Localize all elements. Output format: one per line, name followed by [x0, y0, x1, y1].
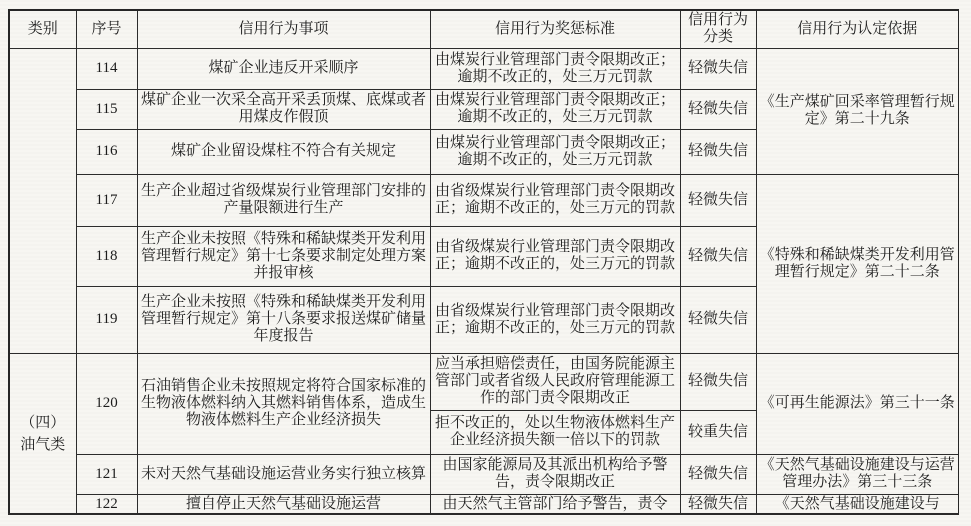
credit-behavior-table	[8, 9, 959, 515]
category-cell-coal-continuation	[9, 48, 76, 353]
cell-121-basis: 《天然气基础设施建设与运营管理办法》第三十三条	[756, 454, 959, 494]
header-serial: 序号	[76, 10, 137, 48]
cell-115-item: 煤矿企业一次采全高开采丢顶煤、底煤或者用煤皮作假顶	[137, 89, 430, 129]
cell-122-item: 擅自停止天然气基础设施运营	[137, 494, 430, 515]
cell-117-standard: 由省级煤炭行业管理部门责令限期改正；逾期不改正的，处三万元的罚款	[430, 174, 680, 226]
cell-122-serial: 122	[76, 494, 137, 515]
cell-basis-114-116: 《生产煤矿回采率管理暂行规定》第二十九条	[756, 48, 959, 174]
header-item: 信用行为事项	[137, 10, 430, 48]
cell-120-classification-b: 较重失信	[680, 410, 756, 454]
cell-117-item: 生产企业超过省级煤炭行业管理部门安排的产量限额进行生产	[137, 174, 430, 226]
cell-117-classification: 轻微失信	[680, 174, 756, 226]
cell-121-item: 未对天然气基础设施运营业务实行独立核算	[137, 454, 430, 494]
cell-115-classification: 轻微失信	[680, 89, 756, 129]
cell-118-standard: 由省级煤炭行业管理部门责令限期改正；逾期不改正的，处三万元的罚款	[430, 226, 680, 286]
cell-119-classification: 轻微失信	[680, 286, 756, 353]
cell-118-serial: 118	[76, 226, 137, 286]
cell-119-serial: 119	[76, 286, 137, 353]
cell-116-standard: 由煤炭行业管理部门责令限期改正；逾期不改正的，处三万元罚款	[430, 129, 680, 174]
header-classification: 信用行为分类	[680, 10, 756, 48]
cell-121-classification: 轻微失信	[680, 454, 756, 494]
cell-120-standard-b: 拒不改正的，处以生物液体燃料生产企业经济损失额一倍以下的罚款	[430, 410, 680, 454]
header-standard: 信用行为奖惩标准	[430, 10, 680, 48]
cell-120-serial: 120	[76, 353, 137, 454]
cell-120-item: 石油销售企业未按照规定将符合国家标准的生物液体燃料纳入其燃料销售体系，造成生物液体燃料生产企业经济损失	[137, 353, 430, 454]
table-row-114	[9, 48, 959, 89]
cell-118-item: 生产企业未按照《特殊和稀缺煤类开发利用管理暂行规定》第十七条要求制定处理方案并报审核	[137, 226, 430, 286]
cell-122-basis: 《天然气基础设施建设与	[756, 494, 959, 515]
cell-115-serial: 115	[76, 89, 137, 129]
cell-basis-117-119: 《特殊和稀缺煤类开发利用管理暂行规定》第二十二条	[756, 174, 959, 353]
cell-122-standard: 由天然气主管部门给予警告，责令	[430, 494, 680, 515]
cell-116-serial: 116	[76, 129, 137, 174]
cell-114-standard: 由煤炭行业管理部门责令限期改正；逾期不改正的，处三万元罚款	[430, 48, 680, 89]
cell-117-serial: 117	[76, 174, 137, 226]
cell-121-serial: 121	[76, 454, 137, 494]
table-header-row	[9, 10, 959, 48]
cell-121-standard: 由国家能源局及其派出机构给予警告，责令限期改正	[430, 454, 680, 494]
page-cut-edge	[8, 513, 959, 515]
category-oil-gas-label: （四）油气类	[20, 414, 66, 453]
table-row-120-part1	[9, 353, 959, 410]
table-row-121	[9, 454, 959, 494]
cell-122-classification: 轻微失信	[680, 494, 756, 515]
cell-118-classification: 轻微失信	[680, 226, 756, 286]
cell-116-item: 煤矿企业留设煤柱不符合有关规定	[137, 129, 430, 174]
cell-114-serial: 114	[76, 48, 137, 89]
cell-114-item: 煤矿企业违反开采顺序	[137, 48, 430, 89]
cell-120-classification-a: 轻微失信	[680, 353, 756, 410]
table-row-117	[9, 174, 959, 226]
scanned-page-region	[8, 9, 959, 515]
cell-120-basis: 《可再生能源法》第三十一条	[756, 353, 959, 454]
cell-120-standard-a: 应当承担赔偿责任，由国务院能源主管部门或者省级人民政府管理能源工作的部门责令限期改正	[430, 353, 680, 410]
cell-119-standard: 由省级煤炭行业管理部门责令限期改正；逾期不改正的，处三万元的罚款	[430, 286, 680, 353]
cell-116-classification: 轻微失信	[680, 129, 756, 174]
cell-114-classification: 轻微失信	[680, 48, 756, 89]
cell-115-standard: 由煤炭行业管理部门责令限期改正；逾期不改正的，处三万元罚款	[430, 89, 680, 129]
category-cell-oil-gas	[9, 353, 76, 515]
table-row-122-clipped	[9, 494, 959, 515]
cell-119-item: 生产企业未按照《特殊和稀缺煤类开发利用管理暂行规定》第十八条要求报送煤矿储量年度报告	[137, 286, 430, 353]
header-basis: 信用行为认定依据	[756, 10, 959, 48]
header-category: 类别	[9, 10, 76, 48]
